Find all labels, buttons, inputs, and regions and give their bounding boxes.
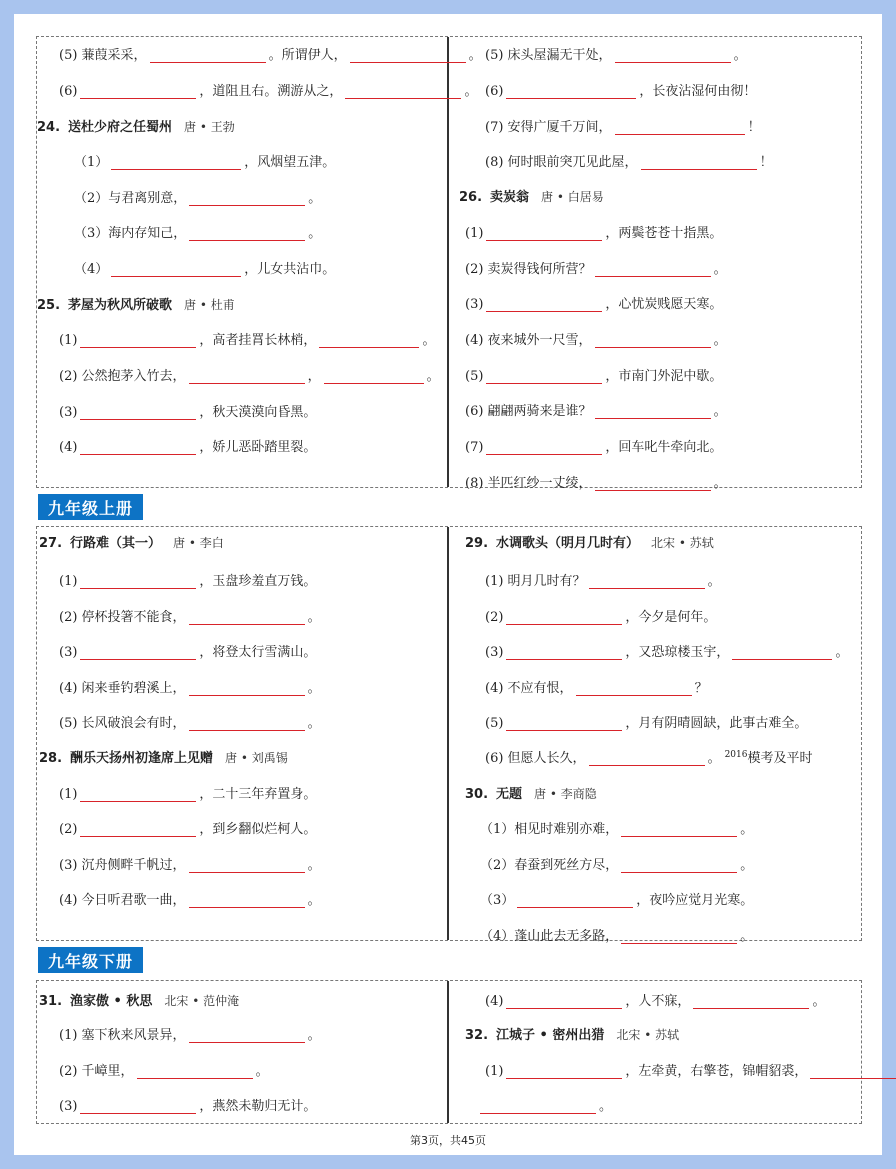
- poem-author: 唐 • 白居易: [541, 190, 604, 204]
- line-text: ，回车叱牛牵向北。: [605, 440, 723, 455]
- line-text: 。: [812, 994, 826, 1009]
- fill-in-line: [59, 364, 440, 384]
- fill-in-line: [480, 853, 753, 873]
- answer-blank[interactable]: [621, 930, 737, 944]
- answer-blank[interactable]: [80, 575, 196, 589]
- line-text: （3）海内存知己，: [74, 226, 187, 241]
- poem-header: [39, 531, 224, 551]
- answer-blank[interactable]: [319, 334, 419, 348]
- line-text: 。: [422, 333, 436, 348]
- answer-blank[interactable]: [621, 859, 737, 873]
- poem-title: 卖炭翁: [490, 190, 530, 205]
- line-text: 。: [835, 645, 849, 660]
- answer-blank[interactable]: [189, 192, 305, 206]
- poem-number: 28.: [39, 751, 63, 766]
- fill-in-line: [465, 435, 722, 455]
- line-text: ，风烟望五津。: [244, 155, 336, 170]
- answer-blank[interactable]: [506, 646, 622, 660]
- fill-in-line: [59, 569, 316, 589]
- line-text: (7): [465, 440, 484, 455]
- line-text: 。: [308, 191, 322, 206]
- answer-blank[interactable]: [615, 49, 731, 63]
- fill-in-line: [59, 43, 482, 63]
- fill-in-line: [59, 711, 321, 731]
- line-text: (5) 蒹葭采采，: [59, 48, 147, 63]
- answer-blank[interactable]: [324, 370, 424, 384]
- line-text: (3): [485, 645, 504, 660]
- poem-number: 27.: [39, 536, 63, 551]
- answer-blank[interactable]: [486, 370, 602, 384]
- line-text: （1）相见时难别亦难，: [480, 822, 619, 837]
- answer-blank[interactable]: [345, 85, 461, 99]
- line-text: (2): [59, 822, 78, 837]
- line-text: (5) 床头屋漏无干处，: [485, 48, 612, 63]
- line-text: ，市南门外泥中歇。: [605, 369, 723, 384]
- fill-in-line: [485, 989, 825, 1009]
- poem-title: 水调歌头（明月几时有）: [496, 536, 640, 551]
- answer-blank[interactable]: [80, 441, 196, 455]
- line-text: (4) 不应有恨，: [485, 681, 573, 696]
- line-text: (7) 安得广厦千万间，: [485, 120, 612, 135]
- line-text: (4): [59, 440, 78, 455]
- poem-header: [465, 531, 714, 551]
- line-text: (6) 翩翩两骑来是谁？: [465, 404, 592, 419]
- line-text: (1) 明月几时有？: [485, 574, 586, 589]
- line-text: ，高者挂罥长林梢，: [199, 333, 317, 348]
- fill-in-line: [477, 1094, 612, 1114]
- line-text: 。: [713, 262, 727, 277]
- line-text: (5) 长风破浪会有时，: [59, 716, 186, 731]
- poem-author: 唐 • 李白: [173, 536, 224, 550]
- answer-blank[interactable]: [189, 717, 305, 731]
- line-text: （3）: [480, 893, 515, 908]
- answer-blank[interactable]: [80, 646, 196, 660]
- poem-author: 唐 • 王勃: [184, 120, 235, 134]
- line-text: ，玉盘珍羞直万钱。: [199, 574, 317, 589]
- fill-in-line: [59, 328, 435, 348]
- line-text: （2）春蚕到死丝方尽，: [480, 858, 619, 873]
- line-text: ，道阻且右。溯游从之，: [199, 84, 343, 99]
- line-text: (8) 半匹红纱一丈绫，: [465, 476, 592, 491]
- answer-blank[interactable]: [615, 121, 745, 135]
- line-text: (2) 停杯投箸不能食，: [59, 610, 186, 625]
- answer-blank[interactable]: [506, 85, 636, 99]
- line-text: ，夜吟应觉月光寒。: [636, 893, 754, 908]
- answer-blank[interactable]: [641, 156, 757, 170]
- fill-in-line: [465, 257, 727, 277]
- fill-in-line: [480, 888, 753, 908]
- poem-number: 31.: [39, 994, 63, 1009]
- answer-blank[interactable]: [189, 859, 305, 873]
- line-text: (1): [485, 1064, 504, 1079]
- column-divider: [447, 981, 449, 1123]
- line-text: (3): [59, 1099, 78, 1114]
- exam-note: 模考及平时: [747, 751, 813, 766]
- answer-blank[interactable]: [111, 263, 241, 277]
- line-text: （1）: [74, 155, 109, 170]
- fill-in-line: [465, 471, 727, 491]
- poem-author: 北宋 • 范仲淹: [164, 994, 240, 1008]
- answer-blank[interactable]: [189, 894, 305, 908]
- section-box-3: [36, 980, 862, 1124]
- line-text: ，: [307, 369, 321, 384]
- line-text: ，月有阴晴圆缺，此事古难全。: [625, 716, 808, 731]
- line-text: 。: [713, 404, 727, 419]
- poem-number: 26.: [459, 190, 483, 205]
- poem-title: 江城子 • 密州出猎: [496, 1028, 605, 1043]
- line-text: 。: [307, 858, 321, 873]
- answer-blank[interactable]: [595, 263, 711, 277]
- fill-in-line: [59, 676, 321, 696]
- line-text: 。: [740, 822, 754, 837]
- line-text: 。所谓伊人，: [268, 48, 347, 63]
- answer-blank[interactable]: [80, 334, 196, 348]
- fill-in-line: [59, 79, 477, 99]
- fill-in-line: [59, 888, 321, 908]
- line-text: (1): [59, 574, 78, 589]
- answer-blank[interactable]: [80, 406, 196, 420]
- answer-blank[interactable]: [506, 1065, 622, 1079]
- line-text: ，秋天漠漠向昏黑。: [199, 405, 317, 420]
- line-text: (3): [59, 405, 78, 420]
- answer-blank[interactable]: [595, 405, 711, 419]
- line-text: ！: [747, 120, 761, 135]
- line-text: (2) 卖炭得钱何所营？: [465, 262, 592, 277]
- answer-blank[interactable]: [621, 823, 737, 837]
- answer-blank[interactable]: [189, 682, 305, 696]
- line-text: （4）: [74, 262, 109, 277]
- poem-number: 30.: [465, 787, 489, 802]
- answer-blank[interactable]: [80, 85, 196, 99]
- section-label-grade9-up: 九年级上册: [38, 494, 143, 520]
- line-text: ，将登太行雪满山。: [199, 645, 317, 660]
- answer-blank[interactable]: [137, 1065, 253, 1079]
- line-text: (3): [465, 297, 484, 312]
- fill-in-line: [485, 150, 773, 170]
- fill-in-line: [59, 817, 316, 837]
- line-text: ，心忧炭贱愿天寒。: [605, 297, 723, 312]
- line-text: ！: [759, 155, 773, 170]
- fill-in-line: [59, 1059, 269, 1079]
- poem-number: 32.: [465, 1028, 489, 1043]
- line-text: 。: [308, 226, 322, 241]
- fill-in-line: [74, 221, 321, 241]
- line-text: 。: [707, 751, 721, 766]
- fill-in-line: [485, 711, 807, 731]
- line-text: ，今夕是何年。: [625, 610, 717, 625]
- line-text: ，到乡翻似烂柯人。: [199, 822, 317, 837]
- answer-blank[interactable]: [693, 995, 809, 1009]
- line-text: (1): [465, 226, 484, 241]
- fill-in-line: [59, 435, 316, 455]
- answer-blank[interactable]: [480, 1100, 596, 1114]
- poem-header: [39, 746, 288, 766]
- line-text: 。: [307, 716, 321, 731]
- answer-blank[interactable]: [189, 1029, 305, 1043]
- poem-header: [459, 185, 604, 205]
- line-text: 。: [733, 48, 747, 63]
- line-text: (5): [465, 369, 484, 384]
- poem-header: [37, 115, 235, 135]
- page-footer: 第3页，共45页: [410, 1134, 486, 1147]
- fill-in-line: [74, 150, 335, 170]
- poem-author: 北宋 • 苏轼: [651, 536, 714, 550]
- fill-in-line: [485, 115, 761, 135]
- answer-blank[interactable]: [589, 575, 705, 589]
- fill-in-line: [59, 605, 321, 625]
- line-text: 。: [255, 1064, 269, 1079]
- fill-in-line: [74, 257, 335, 277]
- line-text: 。: [740, 929, 754, 944]
- fill-in-line: [465, 364, 722, 384]
- fill-in-line: [485, 746, 813, 766]
- line-text: (5): [485, 716, 504, 731]
- fill-in-line: [480, 817, 753, 837]
- answer-blank[interactable]: [189, 370, 305, 384]
- fill-in-line: [485, 605, 716, 625]
- answer-blank[interactable]: [810, 1065, 896, 1079]
- answer-blank[interactable]: [595, 334, 711, 348]
- fill-in-line: [59, 853, 321, 873]
- poem-title: 行路难（其一）: [70, 536, 162, 551]
- document-page: [14, 14, 882, 1155]
- fill-in-line: [465, 221, 722, 241]
- fill-in-line: [485, 79, 756, 99]
- line-text: (6): [485, 84, 504, 99]
- line-text: ，长夜沾湿何由彻！: [639, 84, 757, 99]
- poem-author: 唐 • 李商隐: [534, 787, 597, 801]
- answer-blank[interactable]: [189, 227, 305, 241]
- poem-header: [39, 989, 239, 1009]
- line-text: (1) 塞下秋来风景异，: [59, 1028, 186, 1043]
- poem-header: [465, 782, 597, 802]
- line-text: (3) 沉舟侧畔千帆过，: [59, 858, 186, 873]
- fill-in-line: [74, 186, 321, 206]
- fill-in-line: [59, 400, 316, 420]
- fill-in-line: [485, 43, 747, 63]
- poem-number: 24.: [37, 120, 61, 135]
- answer-blank[interactable]: [576, 682, 692, 696]
- line-text: (2) 千嶂里，: [59, 1064, 134, 1079]
- line-text: 。: [599, 1099, 613, 1114]
- answer-blank[interactable]: [595, 477, 711, 491]
- line-text: 。: [707, 574, 721, 589]
- line-text: 。: [468, 48, 482, 63]
- line-text: (1): [59, 333, 78, 348]
- line-text: 。: [713, 333, 727, 348]
- fill-in-line: [465, 328, 727, 348]
- line-text: (6) 但愿人长久，: [485, 751, 586, 766]
- line-text: 。: [307, 610, 321, 625]
- fill-in-line: [480, 924, 753, 944]
- fill-in-line: [59, 1023, 321, 1043]
- answer-blank[interactable]: [189, 611, 305, 625]
- answer-blank[interactable]: [517, 894, 633, 908]
- section-box-1: [36, 36, 862, 491]
- poem-header: [37, 293, 235, 313]
- line-text: (4) 今日听君歌一曲，: [59, 893, 186, 908]
- poem-author: 唐 • 刘禹锡: [225, 751, 288, 765]
- poem-title: 茅屋为秋风所破歌: [68, 298, 173, 313]
- line-text: ，二十三年弃置身。: [199, 787, 317, 802]
- fill-in-line: [485, 640, 848, 660]
- poem-number: 25.: [37, 298, 61, 313]
- line-text: (2): [485, 610, 504, 625]
- line-text: (8) 何时眼前突兀见此屋，: [485, 155, 638, 170]
- fill-in-line: [485, 1059, 896, 1079]
- poem-title: 渔家傲 • 秋思: [70, 994, 153, 1009]
- fill-in-line: [59, 640, 316, 660]
- column-divider: [447, 527, 449, 940]
- answer-blank[interactable]: [732, 646, 832, 660]
- answer-blank[interactable]: [80, 823, 196, 837]
- line-text: ，两鬓苍苍十指黑。: [605, 226, 723, 241]
- poem-author: 北宋 • 苏轼: [616, 1028, 680, 1042]
- line-text: (4) 闲来垂钓碧溪上，: [59, 681, 186, 696]
- fill-in-line: [59, 1094, 316, 1114]
- line-text: 。: [426, 369, 440, 384]
- line-text: 。: [307, 1028, 321, 1043]
- answer-blank[interactable]: [486, 441, 602, 455]
- answer-blank[interactable]: [150, 49, 266, 63]
- poem-author: 唐 • 杜甫: [184, 298, 235, 312]
- fill-in-line: [59, 782, 316, 802]
- answer-blank[interactable]: [506, 611, 622, 625]
- answer-blank[interactable]: [506, 995, 622, 1009]
- line-text: (3): [59, 645, 78, 660]
- line-text: ，娇儿恶卧踏里裂。: [199, 440, 317, 455]
- line-text: 。: [307, 893, 321, 908]
- fill-in-line: [485, 569, 721, 589]
- line-text: (2) 公然抱茅入竹去，: [59, 369, 186, 384]
- answer-blank[interactable]: [486, 227, 602, 241]
- poem-title: 无题: [496, 787, 523, 802]
- section-box-2: [36, 526, 862, 944]
- line-text: ，左牵黄，右擎苍，锦帽貂裘，: [625, 1064, 808, 1079]
- answer-blank[interactable]: [486, 298, 602, 312]
- line-text: 。: [740, 858, 754, 873]
- answer-blank[interactable]: [80, 788, 196, 802]
- line-text: （2）与君离别意，: [74, 191, 187, 206]
- line-text: ？: [694, 681, 708, 696]
- line-text: (4) 夜来城外一尺雪，: [465, 333, 592, 348]
- answer-blank[interactable]: [506, 717, 622, 731]
- answer-blank[interactable]: [111, 156, 241, 170]
- year-note: 2016: [724, 750, 748, 760]
- line-text: 。: [464, 84, 478, 99]
- answer-blank[interactable]: [350, 49, 466, 63]
- poem-title: 酬乐天扬州初逢席上见赠: [70, 751, 214, 766]
- fill-in-line: [465, 292, 722, 312]
- section-label-grade9-down: 九年级下册: [38, 947, 143, 973]
- fill-in-line: [485, 676, 708, 696]
- line-text: （4）蓬山此去无多路，: [480, 929, 619, 944]
- line-text: 。: [713, 476, 727, 491]
- line-text: (1): [59, 787, 78, 802]
- poem-number: 29.: [465, 536, 489, 551]
- column-divider: [447, 37, 449, 487]
- poem-header: [465, 1023, 679, 1043]
- line-text: ，燕然未勒归无计。: [199, 1099, 317, 1114]
- line-text: ，儿女共沾巾。: [244, 262, 336, 277]
- line-text: (6): [59, 84, 78, 99]
- line-text: (4): [485, 994, 504, 1009]
- answer-blank[interactable]: [80, 1100, 196, 1114]
- line-text: ，人不寐，: [625, 994, 691, 1009]
- poem-title: 送杜少府之任蜀州: [68, 120, 173, 135]
- line-text: 。: [307, 681, 321, 696]
- fill-in-line: [465, 399, 727, 419]
- line-text: ，又恐琼楼玉宇，: [625, 645, 730, 660]
- answer-blank[interactable]: [589, 752, 705, 766]
